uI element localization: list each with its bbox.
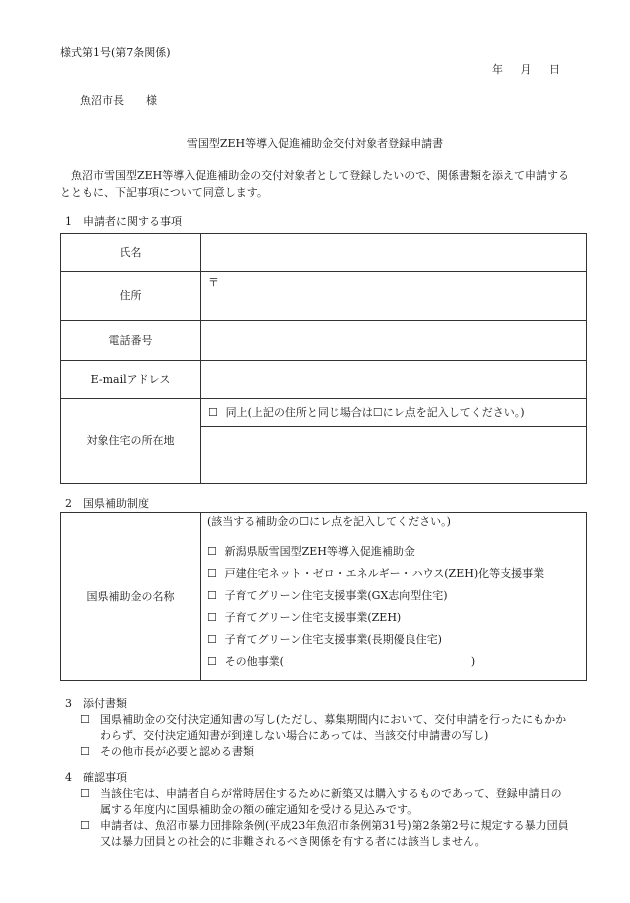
name-field[interactable] bbox=[201, 234, 587, 272]
subsidy-option-label: 子育てグリーン住宅支援事業(GX志向型住宅) bbox=[224, 588, 448, 602]
subsidy-option bbox=[207, 585, 586, 607]
section3-heading: 3 添付書類 bbox=[65, 697, 127, 710]
attachment-checkbox[interactable]: ☐ bbox=[80, 713, 90, 726]
target-address-label: 対象住宅の所在地 bbox=[61, 399, 201, 484]
name-label: 氏名 bbox=[61, 234, 201, 272]
attachment-text: その他市長が必要と認める書類 bbox=[100, 744, 254, 758]
target-address-field[interactable] bbox=[201, 427, 587, 484]
document-title: 雪国型ZEH等導入促進補助金交付対象者登録申請書 bbox=[186, 137, 444, 150]
list-item bbox=[80, 712, 570, 744]
form-number: 様式第1号(第7条関係) bbox=[60, 46, 171, 59]
confirmation-checkbox[interactable]: ☐ bbox=[80, 787, 90, 800]
list-item bbox=[80, 744, 570, 760]
subsidy-option bbox=[207, 541, 586, 563]
postal-mark: 〒 bbox=[208, 276, 219, 289]
subsidy-option-label: 子育てグリーン住宅支援事業(ZEH) bbox=[224, 610, 402, 624]
attachments-list bbox=[80, 712, 570, 760]
subsidy-option bbox=[207, 651, 586, 673]
subsidy-option-label: 戸建住宅ネット・ゼロ・エネルギー・ハウス(ZEH)化等支援事業 bbox=[224, 566, 545, 580]
attachment-text: 国県補助金の交付決定通知書の写し(ただし、募集期間内において、交付申請を行ったにもかかわらず、交付決定通知書が到達しない場合にあっては、当該交付申請書の写し) bbox=[100, 713, 567, 742]
email-field[interactable] bbox=[201, 361, 587, 399]
same-as-above-text: 同上(上記の住所と同じ場合は☐にレ点を記入してください。) bbox=[225, 405, 525, 419]
subsidy-options bbox=[201, 513, 587, 681]
phone-field[interactable] bbox=[201, 321, 587, 361]
subsidy-name-label: 国県補助金の名称 bbox=[61, 513, 201, 681]
date-line: 年 月 日 bbox=[492, 63, 560, 76]
subsidy-option bbox=[207, 607, 586, 629]
email-label: E-mailアドレス bbox=[61, 361, 201, 399]
subsidy-option bbox=[207, 563, 586, 585]
subsidy-option-label: 新潟県版雪国型ZEH等導入促進補助金 bbox=[224, 544, 415, 558]
subsidy-checkbox[interactable]: ☐ bbox=[207, 632, 217, 646]
same-as-above-checkbox[interactable]: ☐ bbox=[208, 405, 218, 419]
subsidy-checkbox[interactable]: ☐ bbox=[207, 566, 217, 580]
subsidy-table bbox=[60, 512, 587, 681]
confirmation-text: 当該住宅は、申請者自らが常時居住するために新築又は購入するものであって、登録申請日の属する年度内に国県補助金の額の確定通知を受ける見込みです。 bbox=[100, 787, 562, 816]
address-label: 住所 bbox=[61, 272, 201, 321]
same-as-above-row bbox=[201, 399, 587, 427]
confirmation-list bbox=[80, 786, 570, 850]
address-field[interactable] bbox=[201, 272, 587, 321]
subsidy-hint: (該当する補助金の☐にレ点を記入してください。) bbox=[207, 515, 451, 528]
attachment-checkbox[interactable]: ☐ bbox=[80, 744, 90, 758]
intro-paragraph: 魚沼市雪国型ZEH等導入促進補助金の交付対象者として登録したいので、関係書類を添えて申請するとともに、下記事項について同意します。 bbox=[60, 169, 570, 199]
confirmation-checkbox[interactable]: ☐ bbox=[80, 818, 90, 832]
subsidy-option bbox=[207, 629, 586, 651]
section1-heading: 1 申請者に関する事項 bbox=[65, 215, 182, 228]
list-item bbox=[80, 786, 570, 818]
addressee: 魚沼市長 様 bbox=[80, 94, 157, 107]
subsidy-checkbox[interactable]: ☐ bbox=[207, 610, 217, 624]
confirmation-text: 申請者は、魚沼市暴力団排除条例(平成23年魚沼市条例第31号)第2条第2号に規定する暴力団員又は暴力団員との社会的に非難されるべき関係を有する者には該当しません。 bbox=[100, 818, 569, 848]
subsidy-checkbox[interactable]: ☐ bbox=[207, 654, 217, 668]
subsidy-checkbox[interactable]: ☐ bbox=[207, 544, 217, 558]
applicant-table bbox=[60, 233, 587, 484]
list-item bbox=[80, 818, 570, 850]
subsidy-option-label: 子育てグリーン住宅支援事業(長期優良住宅) bbox=[224, 632, 442, 646]
subsidy-checkbox[interactable]: ☐ bbox=[207, 588, 217, 602]
phone-label: 電話番号 bbox=[61, 321, 201, 361]
subsidy-option-label: その他事業( ) bbox=[224, 654, 476, 668]
section2-heading: 2 国県補助制度 bbox=[65, 497, 149, 510]
section4-heading: 4 確認事項 bbox=[65, 771, 127, 784]
